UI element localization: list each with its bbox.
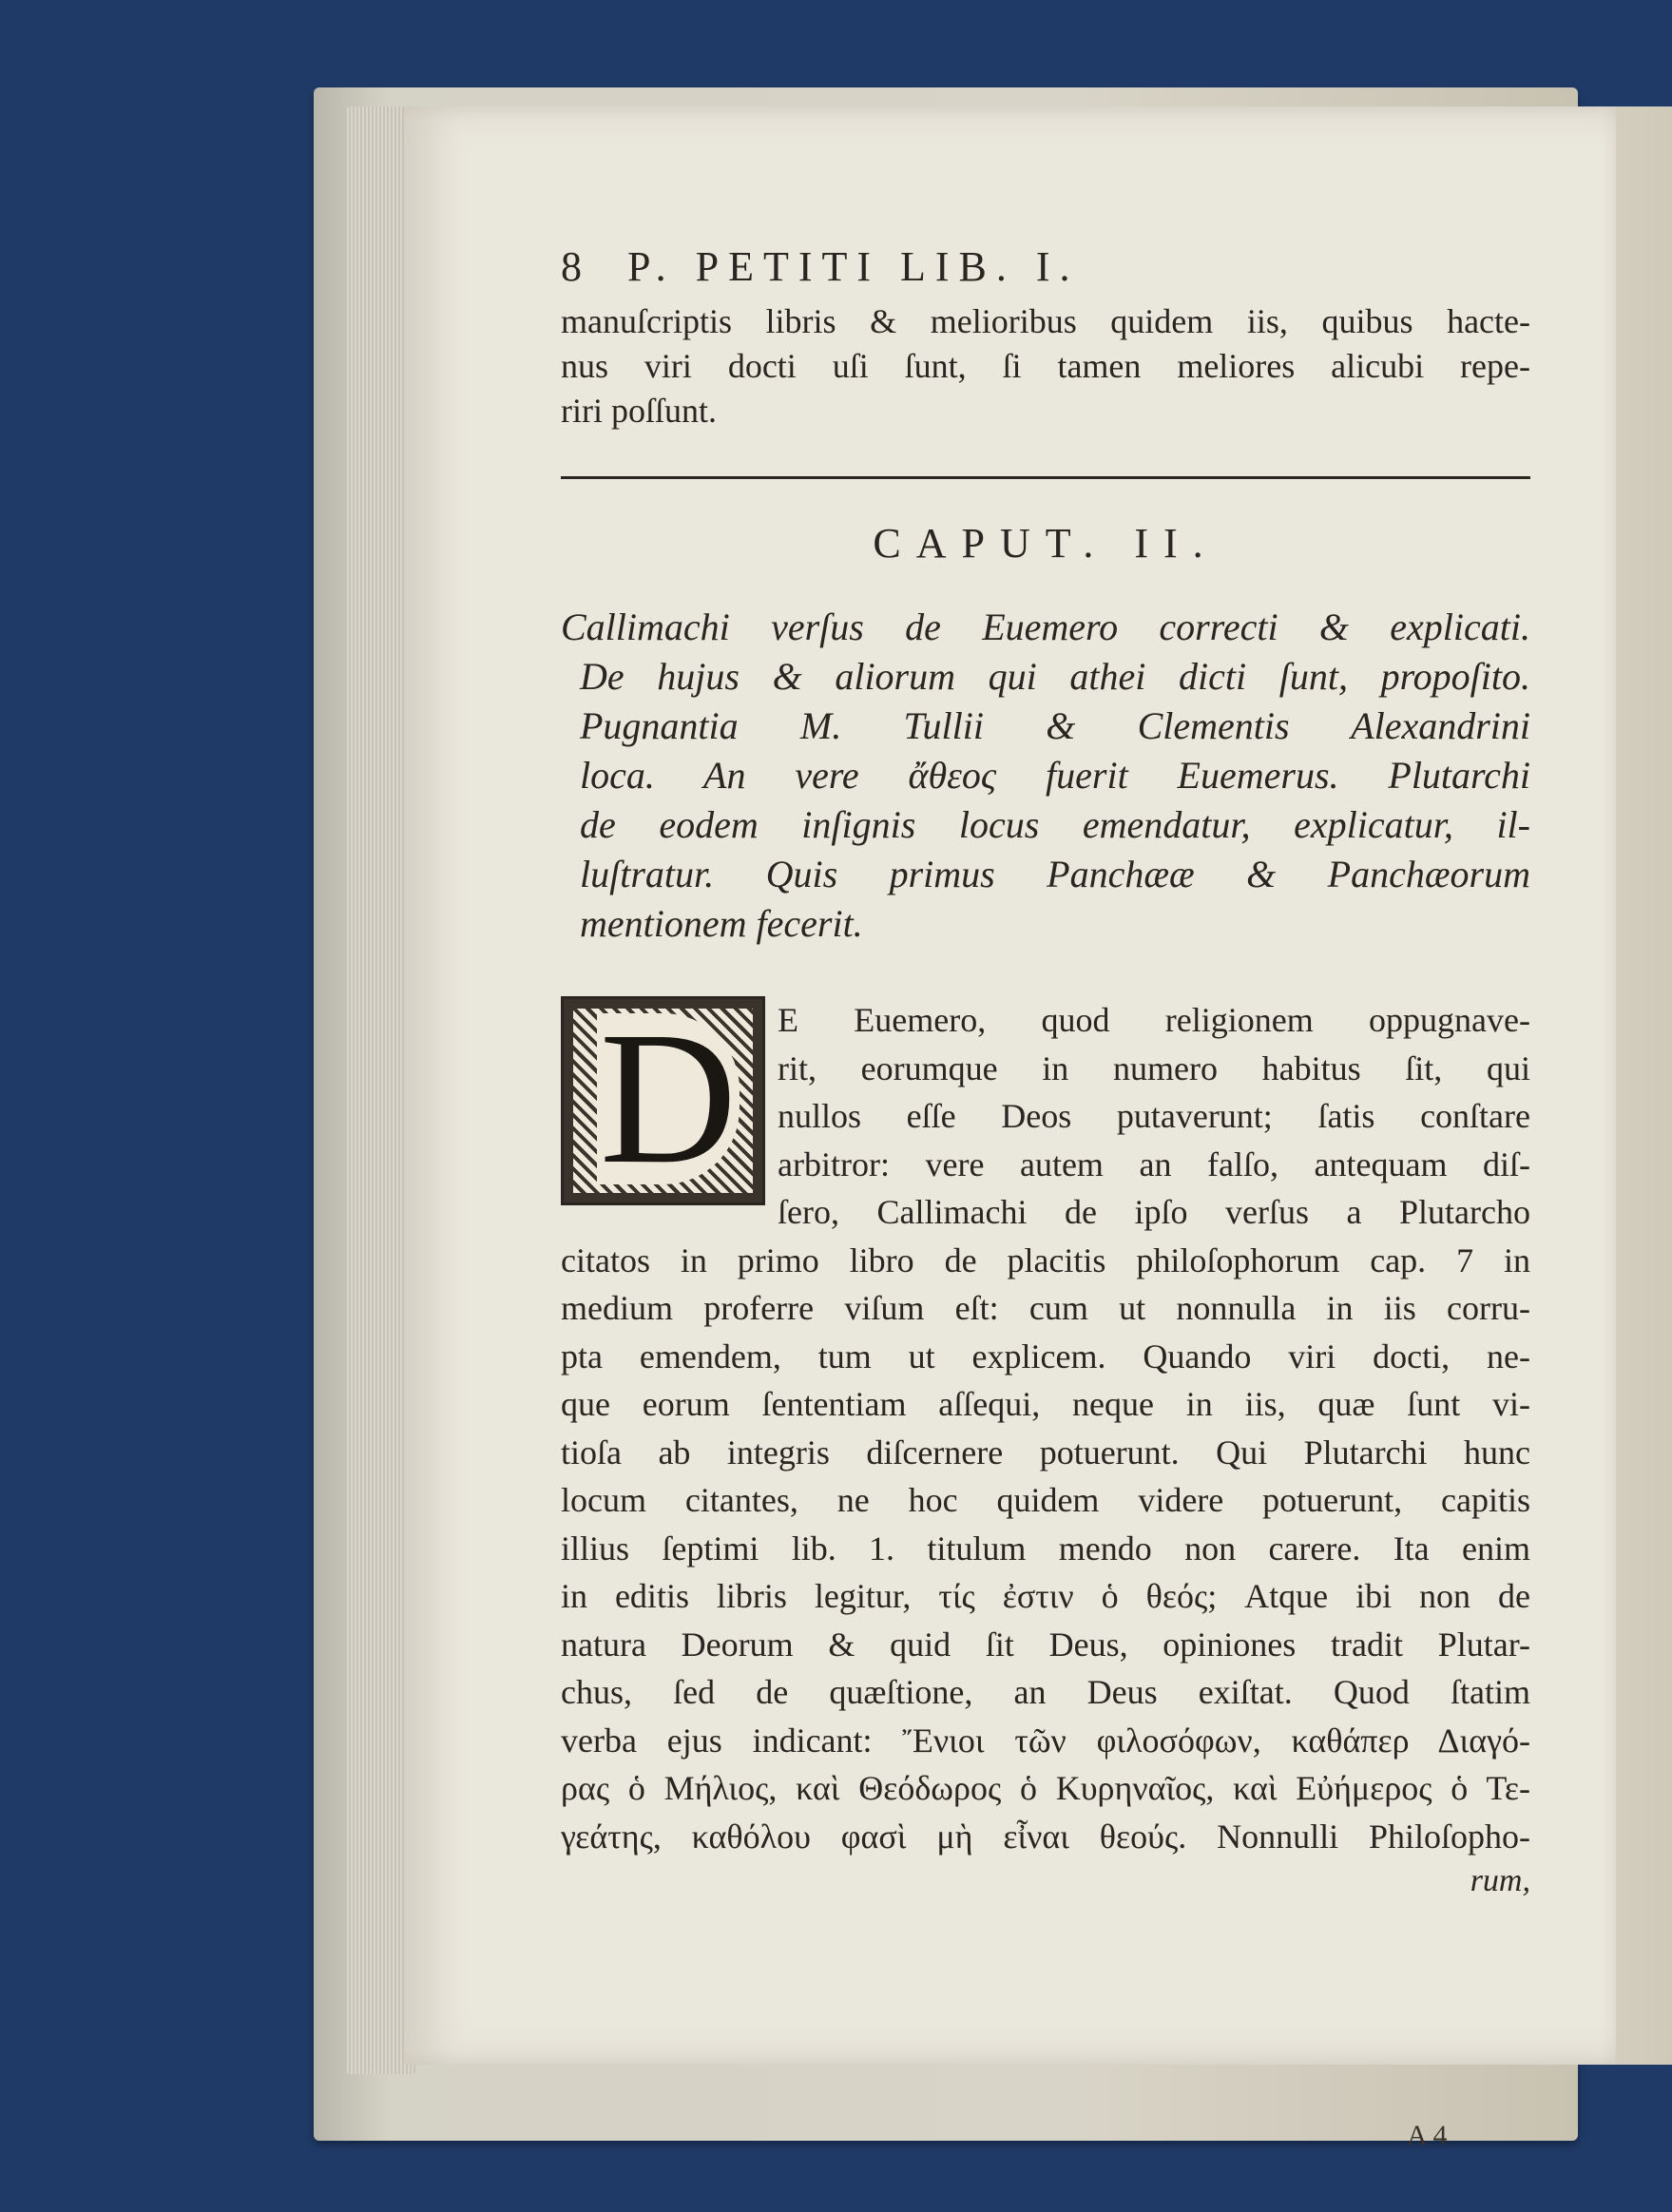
summary-line: De hujus & aliorum qui athei dicti ſunt, propoſito.: [580, 655, 1530, 698]
body-line: natura Deorum & quid ſit Deus, opiniones tradit Plutar-: [561, 1625, 1530, 1664]
section-rule: [561, 476, 1530, 479]
page-text: [561, 242, 1530, 1902]
opening-line: riri poſſunt.: [561, 392, 717, 430]
chapter-body: [561, 993, 1530, 1902]
page-number: 8: [561, 243, 582, 290]
chapter-summary: [561, 603, 1530, 949]
body-line: E Euemero, quod religionem oppugnave-: [778, 1001, 1530, 1039]
body-line: que eorum ſententiam aſſequi, neque in iis, quæ ſunt vi-: [561, 1385, 1530, 1423]
body-line: illius ſeptimi lib. 1. titulum mendo non carere. Ita enim: [561, 1529, 1530, 1568]
body-line: locum citantes, ne hoc quidem videre potuerunt, capitis: [561, 1481, 1530, 1519]
body-line: tioſa ab integris diſcernere potuerunt. Qui Plutarchi hunc: [561, 1433, 1530, 1471]
running-head-title: P. PETITI LIB. I.: [627, 243, 1080, 290]
signature-mark: A 4: [1407, 2120, 1448, 2151]
body-line: citatos in primo libro de placitis philoſophorum cap. 7 in: [561, 1241, 1530, 1279]
opening-line: nus viri docti uſi ſunt, ſi tamen meliores alicubi repe-: [561, 347, 1530, 385]
initial-letter: D: [597, 1013, 740, 1184]
body-line: rit, eorumque in numero habitus ſit, qui: [778, 1048, 1530, 1087]
body-line: medium proferre viſum eſt: cum ut nonnulla in iis corru-: [561, 1289, 1530, 1327]
body-line: chus, ſed de quæſtione, an Deus exiſtat. Quod ſtatim: [561, 1673, 1530, 1711]
running-head: [561, 242, 1530, 299]
summary-line: mentionem fecerit.: [580, 902, 863, 945]
catchword: rum,: [1470, 1863, 1530, 1898]
chapter-title: CAPUT. II.: [873, 520, 1219, 567]
body-line: pta emendem, tum ut explicem. Quando viri docti, ne-: [561, 1337, 1530, 1375]
body-line: arbitror: vere autem an falſo, antequam diſ-: [778, 1144, 1530, 1183]
summary-line: loca. An vere ἄθεος fuerit Euemerus. Plutarchi: [580, 754, 1530, 797]
summary-line: de eodem inſignis locus emendatur, explicatur, il-: [580, 803, 1530, 846]
decorated-initial: [561, 993, 765, 1205]
body-line: nullos eſſe Deos putaverunt; ſatis conſtare: [778, 1097, 1530, 1135]
body-line: verba ejus indicant: Ἔνιοι τῶν φιλοσόφων, καθάπερ Διαγό-: [561, 1721, 1530, 1760]
summary-line: Callimachi verſus de Euemero correcti & explicati.: [561, 606, 1530, 648]
summary-line: luſtratur. Quis primus Panchææ & Panchæorum: [580, 853, 1530, 895]
body-line: in editis libris legitur, τίς ἐστιν ὁ θεός; Atque ibi non de: [561, 1577, 1530, 1615]
facing-page-edge: [1616, 106, 1672, 2065]
body-line: ſero, Callimachi de ipſo verſus a Plutarcho: [778, 1193, 1530, 1231]
body-line: γεάτης, καθόλου φασὶ μὴ εἶναι θεούς. Nonnulli Philoſopho-: [561, 1817, 1530, 1856]
opening-line: manuſcriptis libris & melioribus quidem iis, quibus hacte-: [561, 302, 1530, 340]
body-line: ρας ὁ Μήλιος, καὶ Θεόδωρος ὁ Κυρηναῖος, καὶ Εὐήμερος ὁ Τε-: [561, 1769, 1530, 1807]
summary-line: Pugnantia M. Tullii & Clementis Alexandrini: [580, 704, 1530, 747]
